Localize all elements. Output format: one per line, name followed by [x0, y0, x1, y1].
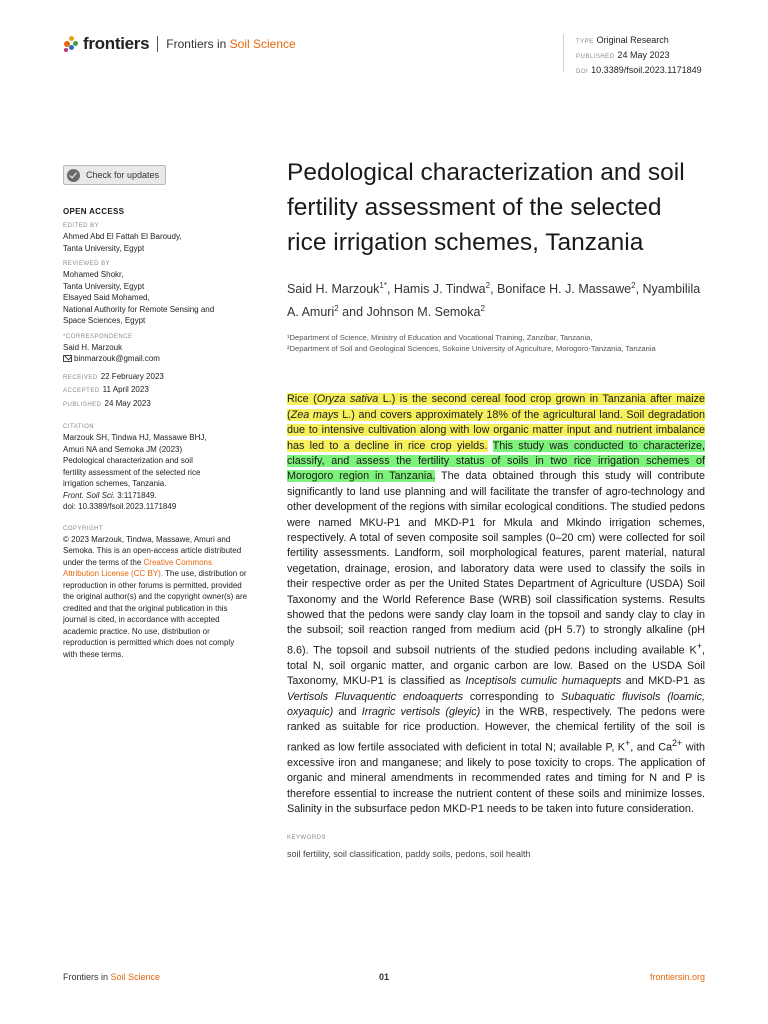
- reviewer-line: Elsayed Said Mohamed,: [63, 293, 150, 302]
- article-published: [576, 49, 702, 64]
- citation-label: CITATION: [63, 424, 95, 430]
- frontiers-logo[interactable]: [63, 34, 296, 54]
- author-list: Said H. Marzouk$^{1*}$, Hamis J. Tindwa$^2$, Boniface H. J. Massawe$^2$, Nyambilila A. Amuri$^2$ and Johnson M. Semoka$^2$: [287, 281, 701, 320]
- copyright-part: The use, distribution or reproduction in other forums is permitted, provided the original author(s) and the copyright owner(s) are credited and that the original publication in this journal is cited, in accordance with accepted academic practice. No use, distribution or reproduction is permitted which does not comply with these terms.: [63, 569, 248, 659]
- frontiers-logo-icon: [63, 36, 79, 52]
- affiliations: [287, 332, 705, 354]
- published-row: [63, 398, 248, 412]
- citation-doi[interactable]: doi: 10.3389/fsoil.2023.1171849: [63, 502, 177, 511]
- affiliation-line: ¹Department of Science, Ministry of Education and Vocational Training, Zanzibar, Tanzania,: [287, 333, 593, 343]
- author[interactable]: Johnson M. Semoka$^2$: [366, 304, 485, 320]
- author[interactable]: Nyambilila A. Amuri$^2$: [287, 282, 701, 320]
- abstract: Rice (Oryza sativa L.) is the second cereal food crop grown in Tanzania after maize (Zea mays L.) and covers approximately 18% of the agricultural land. Soil degradation due to intensive cultivation along with low organic matter input and nutrient imbalance has led to a decline in rice crop yields. This study was conducted to characterize, classify, and assess the fertility status of soils in two rice irrigation schemes of Morogoro region in Tanzania. The data obtained through this study will contribute significantly to land use planning and will facilitate the transfer of agro-technology and other development of the regions with similar ecological conditions. The studied pedons were named MKU-P1 and MKD-P1 for Mkula and Mkindo irrigation schemes, respectively. A total of seven composite soil samples (0–20 cm) were collected for soil fertility assessments. Landform, soil morphological features, parent material, natural vegetation, drainage, erosion, and laboratory data were used to classify the soils in their respective order as per the United States Department of Agriculture (USDA) Soil Taxonomy and the World Reference Base (WRB) soil classification systems. Results showed that the pedons were sandy clay loam in the topsoil and sandy clay to clay in the subsoil; soil reaction ranged from medium acid (pH 5.7) to strongly alkaline (pH 8.6). The topsoil and subsoil nutrients of the studied pedons including available K+, total N, soil organic matter, and organic carbon are low. Based on the USDA Soil Taxonomy, MKU-P1 is classified as Inceptisols cumulic humaquepts and MKD-P1 as Vertisols Fluvaquentic endoaquerts corresponding to Subaquatic fluvisols (loamic, oxyaquic) and Irragric vertisols (gleyic) in the WRB, respectively. The pedons were ranked as suitable for rice production. However, the chemical fertility of the soil is ranked as low fertile associated with deficient in total N; available P, K+, and $Ca^{2+}$ with excessive iron and manganese; and likely to pose toxicity to crops. The application of organic and mineral amendments in recommended rates and timing for N and P is therefore essential to increase the nutrient content of these soils and minimize losses. Salinity in the subsurface pedon MKD-P1 needs to be taken into future consideration.: [287, 393, 706, 816]
- citation-line: Marzouk SH, Tindwa HJ, Massawe BHJ,: [63, 433, 207, 442]
- citation-journal-line: [63, 490, 248, 502]
- mail-icon: [63, 355, 72, 362]
- article-title: Pedological characterization and soil fertility assessment of the selected rice irrigation schemes, Tanzania: [287, 159, 685, 256]
- article-meta: [563, 34, 702, 75]
- correspondence-label: *CORRESPONDENCE: [63, 333, 133, 340]
- article-doi: [576, 64, 702, 79]
- footer-journal-name: Soil Science: [110, 972, 161, 982]
- received-label: RECEIVED: [63, 374, 98, 381]
- page-header: [63, 32, 708, 75]
- footer-journal-prefix: Frontiers in: [63, 972, 111, 982]
- doi-label: DOI: [576, 69, 589, 75]
- accepted-date: 11 April 2023: [102, 385, 149, 394]
- edited-by-label: EDITED BY: [63, 223, 100, 229]
- received-row: [63, 371, 248, 385]
- correspondence-email-row: [63, 353, 248, 365]
- article-main: [287, 155, 705, 859]
- check-updates-button[interactable]: [63, 165, 166, 185]
- journal-prefix: Frontiers in: [166, 37, 227, 51]
- logo-divider: [157, 36, 158, 52]
- keywords-label: KEYWORDS: [287, 835, 327, 842]
- reviewed-by-label: REVIEWED BY: [63, 261, 111, 267]
- reviewer-line: Tanta University, Egypt: [63, 281, 145, 291]
- reviewer-line: National Authority for Remote Sensing and: [63, 304, 215, 314]
- accepted-row: [63, 384, 248, 398]
- highlight-yellow: Rice (Oryza sativa L.) is the second cereal food crop grown in Tanzania after maize (Zea mays L.) and covers approximately 18% of the agricultural land. Soil degradation due to intensive cultivation along with low organic matter input and nutrient imbalance has led to a decline in rice crop yields.: [287, 393, 706, 452]
- sidebar: [63, 165, 248, 660]
- journal-accent: Soil Science: [229, 37, 296, 51]
- citation-volume: 3:1171849.: [115, 490, 157, 500]
- published-value: 24 May 2023: [617, 50, 670, 60]
- check-icon: [67, 169, 80, 182]
- brand-name: frontiers: [83, 34, 150, 53]
- accepted-label: ACCEPTED: [63, 388, 100, 394]
- published-label: PUBLISHED: [63, 401, 102, 408]
- type-value: Original Research: [596, 35, 669, 45]
- author[interactable]: Boniface H. J. Massawe$^2$: [497, 281, 636, 297]
- page-number: 01: [378, 972, 389, 982]
- citation-line: irrigation schemes, Tanzania.: [63, 479, 167, 488]
- correspondence-name: Said H. Marzouk: [63, 342, 123, 352]
- editor-line: Ahmed Abd El Fattah El Baroudy,: [63, 232, 182, 241]
- received-date: 22 February 2023: [100, 371, 164, 381]
- published-label: PUBLISHED: [576, 54, 615, 60]
- doi-link[interactable]: 10.3389/fsoil.2023.1171849: [591, 65, 702, 75]
- affiliation-line: ²Department of Soil and Geological Sciences, Sokoine University of Agriculture, Morogoro-Tanzania, Tanzania: [287, 344, 656, 354]
- check-updates-label: Check for updates: [86, 170, 160, 180]
- copyright-label: COPYRIGHT: [63, 525, 104, 532]
- journal-name: [166, 37, 295, 51]
- citation-line: Pedological characterization and soil: [63, 456, 193, 465]
- citation-line: fertility assessment of the selected rice: [63, 467, 201, 477]
- editor-line: Tanta University, Egypt: [63, 243, 145, 253]
- copyright-part: © 2023 Marzouk, Tindwa, Massawe, Amuri and Semoka. This is an open-access article distributed under the terms of the: [63, 534, 242, 567]
- article-type: [576, 34, 702, 49]
- highlight-green: This study was conducted to characterize, classify, and assess the fertility status of soils in two rice irrigation schemes of Morogoro region in Tanzania.: [287, 439, 705, 483]
- citation-line: Amuri NA and Semoka JM (2023): [63, 444, 183, 454]
- citation-journal: Front. Soil Sci.: [63, 490, 116, 500]
- license-link[interactable]: Creative Commons Attribution License (CC BY).: [63, 557, 212, 578]
- reviewer-line: Mohamed Shokr,: [63, 270, 124, 279]
- author[interactable]: Said H. Marzouk$^{1*}$: [287, 281, 387, 297]
- author[interactable]: Hamis J. Tindwa$^2$: [393, 281, 491, 297]
- open-access-label: OPEN ACCESS: [63, 207, 125, 216]
- correspondence-email[interactable]: binmarzouk@gmail.com: [74, 354, 160, 363]
- reviewer-line: Space Sciences, Egypt: [63, 316, 146, 325]
- footer-site-link[interactable]: frontiersin.org: [649, 972, 705, 982]
- type-label: TYPE: [576, 39, 594, 45]
- keywords: soil fertility, soil classification, paddy soils, pedons, soil health: [287, 849, 531, 860]
- copyright-text: [63, 534, 248, 661]
- published-date: 24 May 2023: [104, 398, 151, 408]
